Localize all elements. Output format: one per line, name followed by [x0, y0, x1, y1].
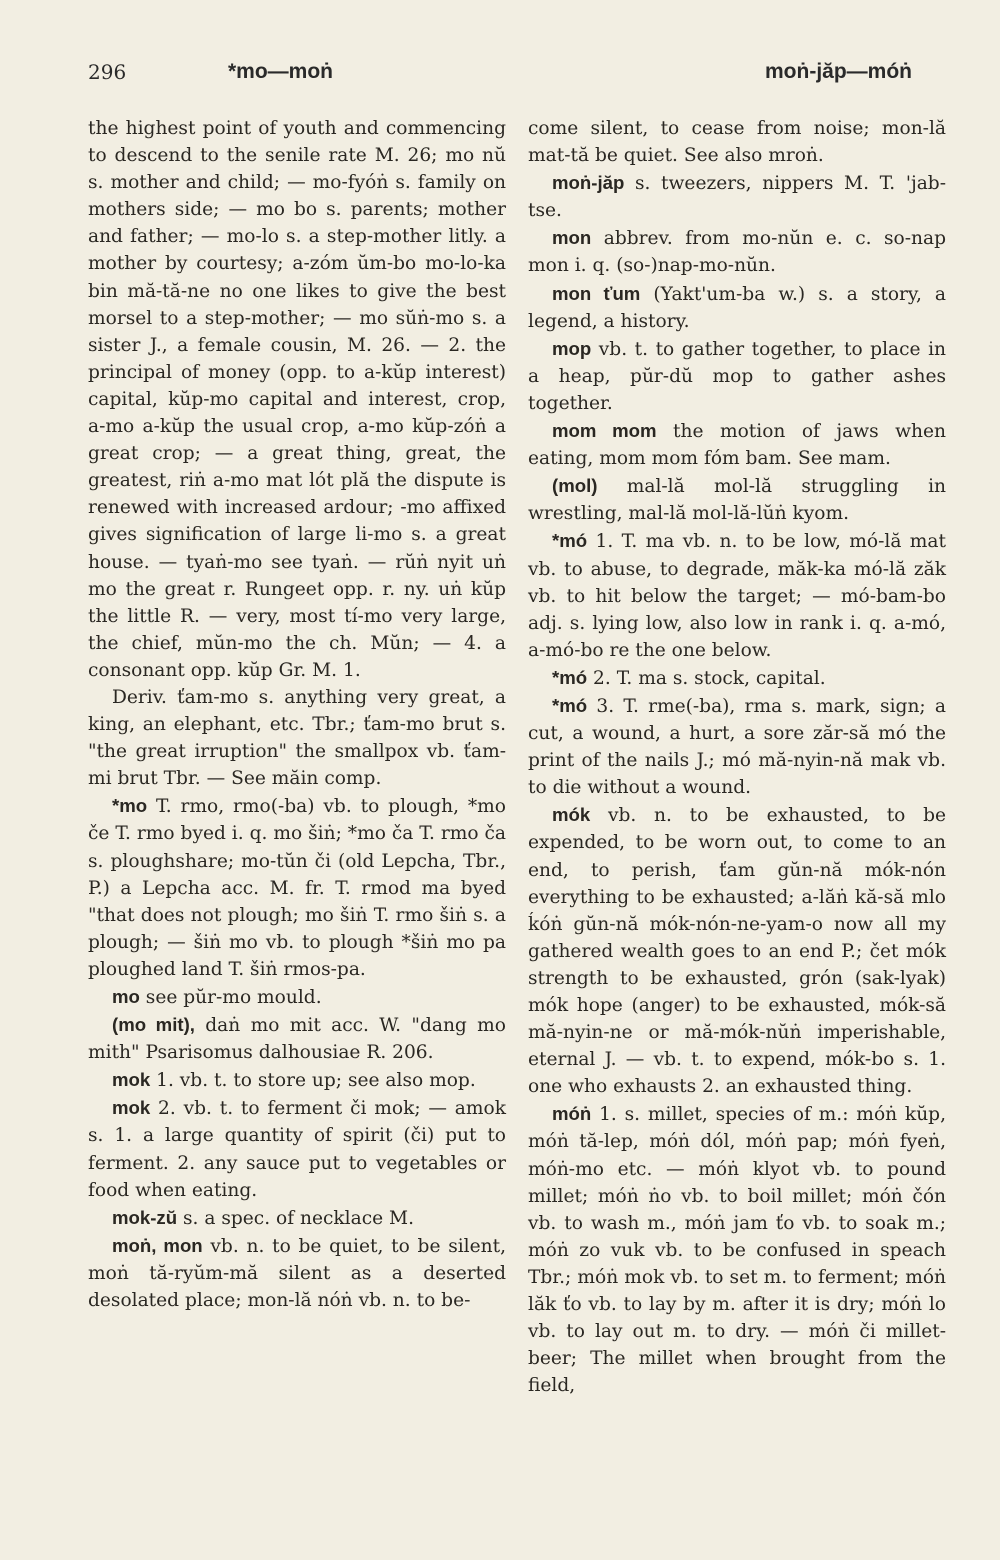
entry-continuation: come silent, to cease from noise; mon-lă mat-tă be quiet. See also mroṅ.: [528, 118, 946, 167]
headword: mók: [552, 804, 591, 826]
entry-mo-1: *mó 1. T. ma vb. n. to be low, mó-lă mat vb. to abuse, to degrade, măk-ka mó-lă zăk vb. to hit below the target; — mó-bam-bo adj. s. lying low, also low in rank i. q. a-mó, a-mó-bo re the one below.: [528, 530, 946, 661]
headword: mom mom: [552, 420, 657, 442]
headword: *mó: [552, 694, 588, 716]
left-column: [88, 115, 506, 1314]
entry-mok-1: mok 1. vb. t. to store up; see also mop.: [112, 1069, 476, 1092]
headword: *mó: [552, 530, 588, 552]
entry-continuation: the highest point of youth and commencing to descend to the senile rate M. 26; mo nŭ s. mother and child; — mo-fyóṅ s. family on mothers side; — mo bo s. parents; mother and father; — mo-lo s. a step-mother litly. a mother by courtesy; a-zóm ŭm-bo mo-lo-ka bin mă-tă-ne no one likes to give the best morsel to a step-mother; — mo sŭṅ-mo s. a sister J., a female cousin, M. 26. — 2. the principal of money (opp. to a-kŭp interest) capital, kŭp-mo capital and interest, crop, a-mo a-kŭp the usual crop, a-mo kŭp-zóṅ a great crop; — a great thing, great, the greatest, riṅ a-mo mat lót plă the dispute is renewed with increased ardour; -mo affixed gives signification of large li-mo s. a great house. — tyaṅ-mo see tyaṅ. — rŭṅ nyit uṅ mo the great r. Rungeet opp. r. ny. uṅ kŭp the little R. — very, most tí-mo very large, the chief, mŭn-mo the ch. Mŭn; — 4. a consonant opp. kŭp Gr. M. 1.: [88, 118, 506, 681]
headword: (mol): [552, 475, 598, 497]
entry-mo-mit: (mo mit), daṅ mo mit acc. W. "dang mo mith" Psarisomus dalhousiae R. 206.: [88, 1014, 506, 1064]
right-column: [528, 115, 946, 1399]
entry-mol: (mol) mal-lă mol-lă struggling in wrestling, mal-lă mol-lă-lŭṅ kyom.: [528, 475, 946, 525]
headword: *mó: [552, 666, 588, 688]
entry-mok-zu: mok-zŭ s. a spec. of necklace M.: [112, 1206, 414, 1229]
headword: mok-zŭ: [112, 1206, 178, 1228]
headword: moṅ, mon: [112, 1234, 203, 1256]
entry-mon-abbrev: mon abbrev. from mo-nŭn e. c. so-nap mon i. q. (so-)nap-mo-nŭn.: [528, 227, 946, 277]
headword: mon: [552, 227, 592, 249]
headword: mon ťum: [552, 282, 641, 304]
entry-mon: moṅ, mon vb. n. to be quiet, to be silent, moṅ tă-ryŭm-mă silent as a deserted desolated place; mon-lă nóṅ vb. n. to be-: [88, 1234, 506, 1312]
headword: mok: [112, 1069, 151, 1091]
entry-star-mo: *mo T. rmo, rmo(-ba) vb. to plough, *mo če T. rmo byed i. q. mo šiṅ; *mo ča T. rmo ča s. ploughshare; mo-tŭn či (old Lepcha, Tbr., P.) a Lepcha acc. M. fr. T. rmod ma byed "that does not plough; mo šiṅ T. rmo šiṅ s. a plough; — šiṅ mo vb. to plough *šiṅ mo pa ploughed land T. šiṅ rmos-pa.: [88, 795, 506, 980]
entry-mo-2: *mó 2. T. ma s. stock, capital.: [552, 666, 826, 689]
headword: mo: [112, 986, 140, 1007]
entry-mon-tum: mon ťum (Yakt'um-ba w.) s. a story, a legend, a history.: [528, 282, 946, 332]
entry-mo-3: *mó 3. T. rme(-ba), rma s. mark, sign; a cut, a wound, a hurt, a sore zăr-să mó the print of the nails J.; mó mă-nyin-nă mak vb. to die without a wound.: [528, 694, 946, 799]
entry-mok-2: mok 2. vb. t. to ferment či mok; — amok s. 1. a large quantity of spirit (či) put to ferment. 2. any sauce put to vegetables or food when eating.: [88, 1097, 506, 1201]
entry-mom-mom: mom mom the motion of jaws when eating, mom mom fóm bam. See mam.: [528, 420, 947, 470]
entry-mo-see: mo see pŭr-mo mould.: [112, 986, 322, 1008]
headword: moṅ-jăp: [552, 172, 625, 194]
entry-mong-millet: móṅ 1. s. millet, species of m.: móṅ kŭp, móṅ tă-lep, móṅ dól, móṅ pap; móṅ fyeṅ, móṅ-mo etc. — móṅ klyot vb. to pound millet; móṅ ṅo vb. to boil millet; móṅ čón vb. to wash m., móṅ jam ťo vb. to soak m.; móṅ zo vuk vb. to be confused in speach Tbr.; móṅ mok vb. to set m. to ferment; móṅ lăk ťo vb. to lay by m. after it is dry; móṅ lo vb. to lay out m. to dry. — móṅ či millet-beer; The millet when brought from the field,: [528, 1103, 946, 1397]
entry-mon-jap: moṅ-jăp s. tweezers, nippers M. T. 'jab-tse.: [528, 172, 946, 222]
headword: mok: [112, 1097, 151, 1119]
headword: móṅ: [552, 1103, 592, 1125]
headword: mop: [552, 337, 592, 359]
entry-mop: mop vb. t. to gather together, to place in a heap, pŭr-dŭ mop to gather ashes together.: [528, 337, 946, 414]
entry-deriv: Deriv. ťam-mo s. anything very great, a king, an elephant, etc. Tbr.; ťam-mo brut s. "the great irruption" the smallpox vb. ťam-mi brut Tbr. — See măin comp.: [88, 686, 506, 790]
running-header: [88, 60, 912, 96]
entry-mok-exhausted: mók vb. n. to be exhausted, to be expended, to be worn out, to come to an end, to perish, ťam gŭn-nă mók-nón everything to be exhausted; a-lăṅ kă-să mlo ḱóṅ gŭn-nă mók-nón-ne-yam-o now all my gathered wealth goes to an end P.; čet mók strength to be exhausted, grón (sak-lyak) mók hope (anger) to be exhausted, mók-să mă-nyin-ne or mă-mók-nŭṅ imperishable, eternal J. — vb. t. to expend, mók-bo s. 1. one who exhausts 2. an exhausted thing.: [528, 804, 946, 1098]
right-running-title: moṅ-jăp—móṅ: [765, 60, 912, 83]
headword: *mo: [112, 795, 148, 817]
page-number: 296: [88, 60, 127, 84]
headword: (mo mit),: [112, 1014, 195, 1036]
left-running-title: *mo—moṅ: [228, 60, 333, 83]
